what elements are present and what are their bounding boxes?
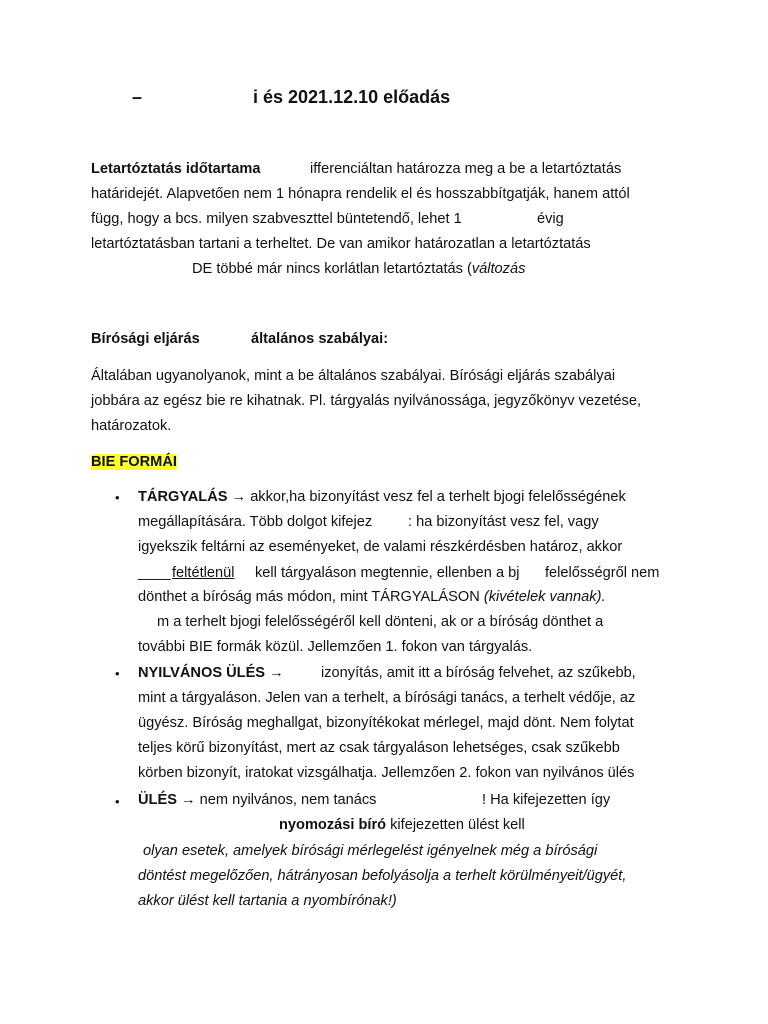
item3-line1 — [138, 792, 376, 808]
page-title: i és 2021.12.10 előadás — [253, 87, 451, 107]
item1-line4d: felelősségről nem — [545, 565, 660, 581]
item1-line4a: ____ — [138, 565, 171, 581]
item1-line4b: feltétlenül — [172, 565, 235, 581]
title-dash: – — [132, 87, 143, 107]
section2-para-line3: határozatok. — [91, 418, 172, 434]
item3-line2 — [279, 817, 525, 833]
item2-title: NYILVÁNOS ÜLÉS — [138, 665, 266, 681]
section1-line5-italic: változás — [471, 261, 526, 277]
item2-line1-head — [138, 665, 284, 681]
item2-line5: körben bizonyít, iratokat vizsgálhatja. Jellemzően 2. fokon van nyilvános ülés — [138, 765, 635, 781]
item2-line3: ügyész. Bíróság meghallgat, bizonyítékokat mérlegel, majd dönt. Nem folytat — [138, 715, 634, 731]
item3-line5: akkor ülést kell tartania a nyombírónak!) — [138, 893, 397, 909]
item1-line5-italic: (kivételek vannak). — [483, 589, 606, 605]
section2-heading-a: Bírósági eljárás — [91, 331, 200, 347]
item3-line1-text: nem nyilvános, nem tanács — [199, 792, 377, 808]
item1-line4c: kell tárgyaláson megtennie, ellenben a bj — [255, 565, 520, 581]
item3-title: ÜLÉS — [138, 792, 177, 808]
bullet-3: • — [115, 794, 120, 809]
item2-line1-rest: izonyítás, amit itt a bíróság felvehet, az szűkebb, — [321, 665, 636, 681]
item1-line5 — [138, 589, 606, 605]
item3-line2-bold: nyomozási bíró — [279, 817, 387, 833]
section1-line3b: évig — [537, 211, 564, 227]
item1-line6: m a terhelt bjogi felelősségéről kell dönteni, ak or a bíróság dönthet a — [157, 614, 604, 630]
item2-line2: mint a tárgyaláson. Jelen van a terhelt, a bírósági tanács, a terhelt védője, az — [138, 690, 636, 706]
arrow-right-icon: → — [180, 792, 196, 808]
item3-line1-end: ! Ha kifejezetten így — [482, 792, 611, 808]
item1-line1 — [138, 489, 626, 505]
item3-line4: döntést megelőzően, hátrányosan befolyásolja a terhelt körülményeit/ügyét, — [138, 868, 627, 884]
bullet-2: • — [115, 666, 120, 681]
bullet-1: • — [115, 490, 120, 505]
item3-line2-text: kifejezetten ülést kell — [390, 817, 525, 833]
item1-line5-text: dönthet a bíróság más módon, mint TÁRGYALÁSON — [138, 589, 484, 605]
section1-line2: határidejét. Alapvetően nem 1 hónapra rendelik el és hosszabbítgatják, hanem attól — [91, 186, 630, 202]
arrow-right-icon: → — [269, 665, 284, 681]
arrow-right-icon: → — [231, 489, 247, 505]
section1-line4: letartóztatásban tartani a terheltet. De van amikor határozatlan a letartóztatás — [91, 236, 591, 252]
item1-title: TÁRGYALÁS — [138, 489, 228, 505]
item1-line3: igyekszik feltárni az eseményeket, de valami részkérdésben határoz, akkor — [138, 539, 623, 555]
section1-bold-label: Letartóztatás időtartama — [91, 161, 261, 177]
item2-line4: teljes körű bizonyítást, mert az csak tárgyaláson lehetséges, csak szűkebb — [138, 740, 620, 756]
section1-line1: ifferenciáltan határozza meg a be a letartóztatás — [310, 161, 622, 177]
bie-heading: BIE FORMÁI — [91, 454, 177, 470]
section2-para-line2: jobbára az egész bie re kihatnak. Pl. tárgyalás nyilvánossága, jegyzőkönyv vezetése, — [91, 393, 642, 409]
section1-line5-text: DE többé már nincs korlátlan letartóztatás ( — [192, 261, 472, 277]
section2-para-line1: Általában ugyanolyanok, mint a be általános szabályai. Bírósági eljárás szabályai — [91, 368, 616, 384]
item1-line2b: : ha bizonyítást vesz fel, vagy — [408, 514, 599, 530]
section1-line5 — [192, 261, 525, 277]
section2-heading-b: általános szabályai: — [251, 331, 389, 347]
item3-line3: olyan esetek, amelyek bírósági mérlegelést igényelnek még a bírósági — [143, 843, 598, 859]
item1-line2a: megállapítására. Több dolgot kifejez — [138, 514, 373, 530]
item1-line7: további BIE formák közül. Jellemzően 1. fokon van tárgyalás. — [138, 639, 533, 655]
item1-line1-text: akkor,ha bizonyítást vesz fel a terhelt bjogi felelősségének — [250, 489, 626, 505]
section1-line3a: függ, hogy a bcs. milyen szabveszttel büntetendő, lehet 1 — [91, 211, 462, 227]
